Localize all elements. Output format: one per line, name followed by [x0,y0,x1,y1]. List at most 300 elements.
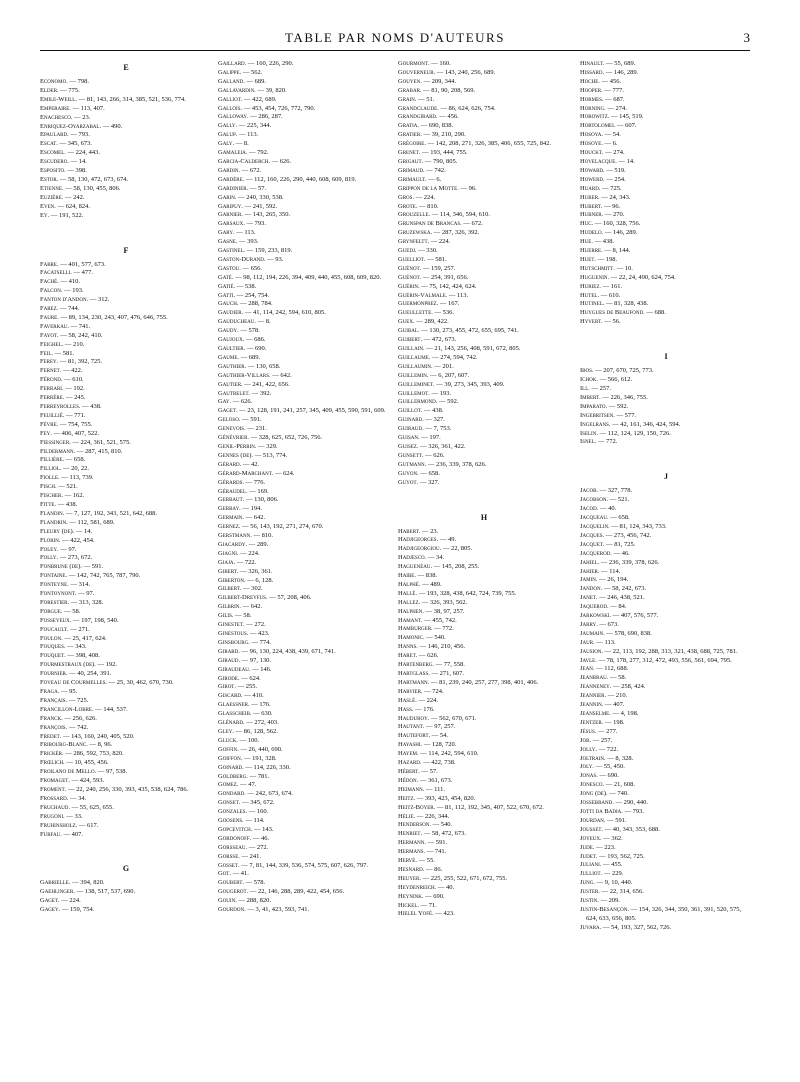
page-references: — 689. [240,353,261,361]
index-entry [40,510,212,519]
page-references: — 277. [598,727,618,735]
page-references: — 236, 339, 378, 626. [427,460,487,468]
page-references: — 538. [236,282,257,290]
author-name: Henriet. [398,830,423,838]
author-name: Juvara. [580,923,602,931]
index-entry [218,203,390,212]
page-references: — 193, 444, 755. [422,149,468,157]
page-references: — 754, 755. [59,420,93,428]
index-entry [218,817,390,826]
author-name: Gourmont. [398,60,430,67]
author-name: Hayem. [398,750,419,758]
page-references: — 55, 450. [595,763,625,771]
author-name: Gasne. [218,238,238,246]
page-references: — 58. [235,612,252,620]
index-entry [218,888,390,897]
author-name: Fromaget. [40,777,70,785]
author-name: Guyon. [398,469,419,477]
page-references: — 23, 128, 191, 241, 257, 345, 409, 455, 590, 591, 609. [239,407,386,415]
index-entry [40,376,212,385]
page-references: — 146, 289. [604,229,638,237]
page-references: — 798. [69,78,89,85]
page-references: — 97, 257. [426,723,456,731]
author-name: Faure. [40,313,59,321]
page-references: — 257. [592,736,613,744]
index-entry [40,608,212,617]
author-name: Gaget. [40,897,60,905]
page-references: — 231. [247,425,267,433]
author-name: Guex. [398,318,415,326]
index-entry [218,897,390,906]
author-name: Ingebritsen. [580,411,615,419]
author-name: Gaget. [218,407,238,415]
page-references: — 771. [66,411,86,419]
page-references: — 241. [241,852,262,860]
index-entry [218,140,390,149]
index-entry [218,835,390,844]
page-references: — 455, 742. [424,616,457,624]
page-references: — 438. [424,407,444,415]
author-name: Fournier. [40,670,68,678]
page-references: — 722. [598,745,619,753]
index-entry [398,229,570,238]
index-entry [580,657,752,666]
author-name: Heitz-Boyer. [398,803,436,811]
index-entry [40,114,212,123]
author-name: Hédon. [398,776,419,784]
author-name: Gouyen. [398,77,422,85]
index-entry [218,630,390,639]
page-references: — 361, 673. [419,776,453,784]
author-name: Guillaumin. [398,362,433,370]
page-references: — 81, 124, 343, 733. [611,522,667,530]
page-references: — 39, 273, 345, 393, 409. [436,380,505,388]
page-references: — 272. [246,621,266,629]
index-entry [580,229,752,238]
author-name: Howerd. [580,175,605,183]
page-references: — 422. [62,367,83,375]
index-entry [398,78,570,87]
index-entry [218,479,390,488]
index-entry [218,764,390,773]
index-entry [398,131,570,140]
page-references: — 289, 422. [416,318,449,326]
author-name: Guillot. [398,407,423,415]
page-references: — 86, 128, 562. [235,727,278,735]
author-name: Etienne. [40,184,64,192]
author-name: Falcon. [40,287,63,295]
page-references: — 145, 519. [611,113,644,121]
author-name: Hazard. [398,759,422,767]
index-entry [218,657,390,666]
author-name: Jacquelin. [580,522,610,530]
index-entry [398,461,570,470]
index-entry [218,879,390,888]
page-references: — 112, 581, 689. [69,518,115,526]
page-references: — 21, 608. [605,781,636,789]
page-references: — 229. [603,870,624,878]
author-name: Gruzewska. [398,229,433,237]
index-entry [218,621,390,630]
index-entry [40,439,212,448]
page-references: — 41, 114, 242, 594, 610, 805. [244,309,326,317]
author-name: Guillemot. [398,389,430,397]
author-name: Gaudier. [218,309,244,317]
author-name: Hinault. [580,60,605,67]
page-references: — 39, 210, 290. [423,131,466,139]
author-name: Guillermond. [398,398,438,406]
index-entry [580,300,752,309]
index-entry [218,247,390,256]
index-entry [218,728,390,737]
index-entry [40,888,212,897]
author-name: Jolly. [580,745,597,753]
page-references: — 14. [618,157,635,165]
author-name: Jung. [580,879,595,887]
page-references: — 581. [54,349,75,357]
index-entry [398,167,570,176]
page-references: — 34. [69,794,87,802]
index-entry [580,755,752,764]
page-references: — 40, 254, 391. [69,670,112,678]
page-references: — 656. [242,264,263,272]
author-name: Galloway. [218,113,249,121]
author-name: Fisch. [40,483,57,491]
index-entry [218,523,390,532]
page-references: — 245. [66,394,86,402]
index-entry [580,585,752,594]
page-references: — 176. [415,705,435,713]
author-name: Grouzelle. [398,211,431,219]
page-references: — 394, 820. [72,879,105,887]
page-references: — 192. [65,385,85,393]
author-name: Huc. [580,220,594,228]
author-name: Heimann. [398,785,425,793]
index-entry [580,158,752,167]
index-entry [218,416,390,425]
index-entry [40,572,212,581]
index-entry [218,185,390,194]
page-references: — 81, 725. [606,540,636,548]
page-references: — 81, 392, 725. [59,358,103,366]
page-references: — 86. [425,865,443,873]
index-entry [580,140,752,149]
page-references: — 256, 626. [64,714,97,722]
page-references: — 201. [434,362,454,370]
section-letter-heading: I [664,352,668,362]
author-name: Gardère. [218,175,245,183]
page-references: — 3, 41, 423, 593, 741. [247,906,310,914]
section-spacer [580,327,752,349]
author-name: Grigaut. [398,157,424,165]
index-entry [218,398,390,407]
author-name: Grabar. [398,86,422,94]
page-references: — 14. [70,158,87,166]
page-references: — 146, 289. [605,68,639,76]
index-entry [218,532,390,541]
index-entry [218,113,390,122]
index-entry [218,683,390,692]
author-name: Foucault. [40,625,69,633]
author-name: Escomel. [40,149,66,157]
author-name: Facatselli. [40,269,72,277]
index-entry [218,372,390,381]
page-references: — 326, 393, 562. [421,598,468,606]
page-references: — 577. [616,411,637,419]
author-name: Huber. [580,193,600,201]
index-entry [398,185,570,194]
index-entry [580,220,752,229]
author-name: Guisez. [398,442,419,450]
page-references: — 160. [248,808,269,816]
author-name: Heuyer. [398,874,421,882]
author-name: Job. [580,736,592,744]
author-name: Fonteyne. [40,581,69,589]
index-entry [398,283,570,292]
author-name: Grimaud. [398,166,425,174]
author-name: Ferrari. [40,385,64,393]
author-name: Joyeux. [580,834,602,842]
author-name: Economo. [40,78,68,85]
author-name: Imparato. [580,402,608,410]
author-name: Genevois. [218,425,246,433]
author-name: Fredet. [40,732,62,740]
index-entry [398,634,570,643]
page-references: — 591. [607,816,627,824]
page-references: — 8. [257,318,271,326]
author-name: Gennes (de). [218,451,254,459]
index-entry [398,536,570,545]
page-references: — 326, 361, 422. [420,442,466,450]
author-name: Guilleminet. [398,380,435,388]
page-references: — 22, 805. [442,545,473,553]
index-entry [40,278,212,287]
index-entry [580,808,752,817]
author-name: Francillon-Lobre. [40,705,94,713]
page-references: — 642. [242,603,263,611]
page-references: — 75, 142, 424, 624. [421,282,477,290]
index-entry [218,719,390,728]
page-references: — 224. [240,549,260,557]
index-entry [40,367,212,376]
index-entry [218,648,390,657]
author-name: Forestier. [40,598,70,606]
page-references: — 257. [591,385,612,392]
author-name: Gally. [218,122,238,130]
page-references: — 312. [89,296,110,304]
page-references: — 422, 738. [423,759,456,767]
author-name: Folly. [40,554,59,562]
index-entry [398,105,570,114]
index-entry [218,844,390,853]
page-references: — 97. [60,545,77,553]
author-name: Gratier. [398,131,422,139]
author-name: Hartenberg. [398,661,435,669]
index-entry [580,781,752,790]
page-references: — 658. [420,469,440,477]
page-references: — 742. [426,166,446,174]
section-spacer [40,221,212,243]
index-entry [398,327,570,336]
page-references: — 93. [267,255,284,263]
index-entry [40,715,212,724]
author-name: Henderson. [398,821,431,829]
index-entry [398,292,570,301]
page-references: — 607. [617,122,637,130]
page-references: — 224. [61,897,81,905]
author-name: Horowitz. [580,113,610,121]
index-entry [580,309,752,318]
page-references: — 40. [599,505,617,513]
index-entry [218,238,390,247]
page-references: — 96. [604,202,621,210]
page-references: — 398, 408. [67,652,100,660]
index-entry [398,830,570,839]
author-name: Hubert. [580,202,603,210]
page-references: — 8, 144. [604,247,631,255]
author-name: Hielel Yofé. [398,910,434,918]
page-references: — 240, 330, 538. [238,193,284,201]
page-references: — 302. [243,585,263,593]
page-references: — 34. [427,554,445,562]
index-entry [398,723,570,732]
author-name: Hissard. [580,68,605,76]
page-references: — 241, 592. [244,202,278,210]
page-references: — 690. [599,772,619,780]
index-entry [40,652,212,661]
author-name: Gorsseau. [218,843,248,851]
index-entry [218,461,390,470]
page-references: — 95. [61,688,78,695]
index-entry [40,358,212,367]
author-name: Goosens. [218,817,244,825]
page-references: — 96, 130, 224, 438, 439, 671, 741. [241,647,336,655]
page-references: — 688. [646,309,666,317]
author-name: Flandrin. [40,518,68,526]
page-references: — 46. [613,549,630,557]
page-references: — 25, 30, 462, 670, 730. [108,679,174,687]
author-name: Gutmann. [398,460,427,468]
page-references: — 626. [425,451,445,459]
page-references: — 22, 314, 656. [601,888,644,896]
page-references: — 591. [427,839,448,847]
index-entry [40,448,212,457]
page-references: — 362. [603,834,623,842]
index-entry [398,87,570,96]
author-name: Géraudel. [218,487,248,495]
index-entry [40,822,212,831]
author-name: Guiraud. [398,425,424,433]
page-references: — 77, 558. [435,661,465,669]
index-entry [398,203,570,212]
page-references: — 57. [421,767,438,775]
page-references: — 246, 438, 521. [599,594,645,602]
page-references: — 254. [606,175,626,183]
index-entry [218,470,390,479]
index-entry [218,853,390,862]
section-spacer [580,447,752,469]
author-name: Forgue. [40,607,63,615]
page-references: — 519. [606,166,626,174]
page-references: — 407, 576, 577. [612,612,659,620]
index-entry [398,813,570,822]
index-entry [398,563,570,572]
author-name: Girode. [218,674,240,682]
page-references: — 407. [63,830,83,838]
page-references: — 592. [608,402,629,410]
index-entry [218,514,390,523]
page-references: — 672. [241,166,262,174]
index-entry [40,412,212,421]
index-entry [580,541,752,550]
author-name: Fraga. [40,688,60,695]
author-name: Hamant. [398,616,423,624]
index-entry [218,211,390,220]
index-entry [398,688,570,697]
author-name: Hadjesco. [398,554,427,562]
author-name: Judet. [580,852,598,860]
page-references: — 345, 672. [242,799,275,807]
page-references: — 142, 742, 765, 787, 790. [68,572,141,580]
author-name: Férond. [40,376,63,384]
page-references: — 193, 562, 725. [599,852,645,860]
author-name: Hovelacque. [580,157,617,165]
index-entry [580,594,752,603]
index-entry [580,683,752,692]
page-references: — 56, 143, 192, 271, 274, 670. [242,523,324,531]
page-references: — 581. [427,255,447,263]
author-name: Hadjigeorgiou. [398,545,442,553]
page-references: — 343. [67,643,87,651]
page-references: — 193. [64,287,84,295]
index-entry [218,746,390,755]
index-entry [580,870,752,879]
index-entry [398,528,570,537]
index-entry [580,69,752,78]
page-references: — 51. [418,95,435,103]
page-references: — 689. [246,77,266,85]
author-name: Gallois. [218,104,243,112]
author-name: Gouin. [218,897,237,905]
author-name: Jahier. [580,567,600,575]
page-references: — 6, 207, 607. [430,371,470,379]
page-references: — 4, 198. [612,710,639,717]
author-name: Guibal. [398,327,420,335]
page-references: — 725. [602,184,622,192]
index-entry [580,710,752,719]
index-entry [40,96,212,105]
index-entry [398,140,570,149]
author-name: Huygues de Beaufond. [580,309,645,317]
author-name: Hesnard. [398,865,425,873]
page-references: — 55, 689. [606,60,636,67]
index-entry [398,265,570,274]
index-entry [40,269,212,278]
index-entry [580,701,752,710]
index-entry [580,621,752,630]
author-name: Estor. [40,175,59,183]
author-name: Iselin. [580,429,598,437]
page-references: — 423. [435,910,455,918]
index-entry [580,648,752,657]
page-references: — 286, 287. [250,113,283,121]
index-entry [580,674,752,683]
page-header [40,30,750,51]
author-name: Ey. [40,211,50,219]
page-references: — 477. [73,269,94,277]
index-entry [40,403,212,412]
page-references: — 327. [419,478,440,486]
